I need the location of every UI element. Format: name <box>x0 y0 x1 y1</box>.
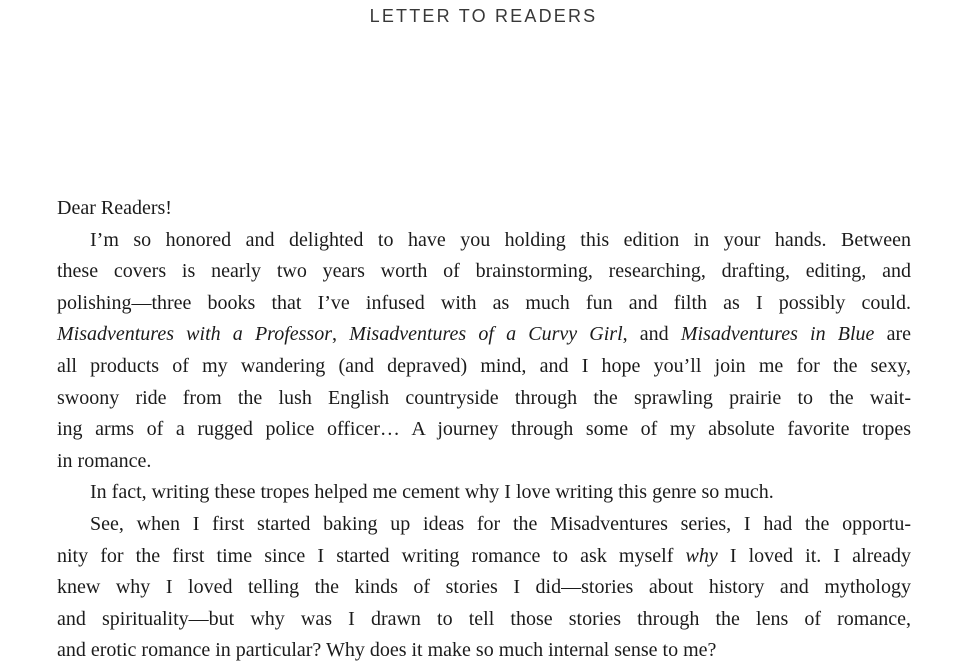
chapter-title: LETTER TO READERS <box>369 6 598 26</box>
text-line <box>57 604 911 636</box>
text-segment: , <box>332 323 350 346</box>
text-line <box>57 319 911 351</box>
text-segment: Dear Readers! <box>57 197 172 219</box>
text-line <box>57 446 911 478</box>
text-line <box>57 225 911 257</box>
book-title-italic: Misadventures with a Professor <box>57 323 333 346</box>
text-segment: In fact, writing these tropes helped me cement why I love writing this genre so much. <box>90 481 774 504</box>
text-line <box>57 509 911 541</box>
text-segment: I loved it. I already <box>717 544 911 567</box>
text-segment: and spirituality—but why was I drawn to tell those stories through the lens of romance, <box>57 607 911 630</box>
text-line <box>57 383 911 415</box>
text-line <box>57 351 911 383</box>
text-segment: and erotic romance in particular? Why does it make so much internal sense to me? <box>57 639 717 662</box>
text-line <box>57 193 911 225</box>
letter-body <box>57 193 911 667</box>
text-line <box>57 635 911 667</box>
text-segment: ing arms of a rugged police officer… A journey through some of my absolute favorite tropes <box>57 418 911 441</box>
text-segment: , and <box>622 323 681 346</box>
text-segment: these covers is nearly two years worth of brainstorming, researching, drafting, editing, and <box>57 260 911 283</box>
book-title-italic: why <box>685 544 718 567</box>
text-line <box>57 572 911 604</box>
text-segment: I’m so honored and delighted to have you holding this edition in your hands. Between <box>90 228 911 251</box>
text-line <box>57 256 911 288</box>
text-segment: all products of my wandering (and depraved) mind, and I hope you’ll join me for the sexy, <box>57 354 911 377</box>
text-segment: are <box>874 323 912 346</box>
text-segment: knew why I loved telling the kinds of stories I did—stories about history and mythology <box>57 576 911 599</box>
text-line <box>57 541 911 573</box>
book-title-italic: Misadventures in Blue <box>680 323 875 346</box>
text-segment: nity for the first time since I started writing romance to ask myself <box>57 544 686 567</box>
text-segment: See, when I first started baking up ideas for the Misadventures series, I had the opportu- <box>90 512 911 535</box>
text-segment: polishing—three books that I’ve infused with as much fun and filth as I possibly could. <box>57 291 911 314</box>
text-line <box>57 288 911 320</box>
text-segment: swoony ride from the lush English countryside through the sprawling prairie to the wait- <box>57 386 911 409</box>
text-segment: in romance. <box>57 449 152 472</box>
text-line <box>57 477 911 509</box>
text-line <box>57 414 911 446</box>
book-title-italic: Misadventures of a Curvy Girl <box>349 323 623 346</box>
